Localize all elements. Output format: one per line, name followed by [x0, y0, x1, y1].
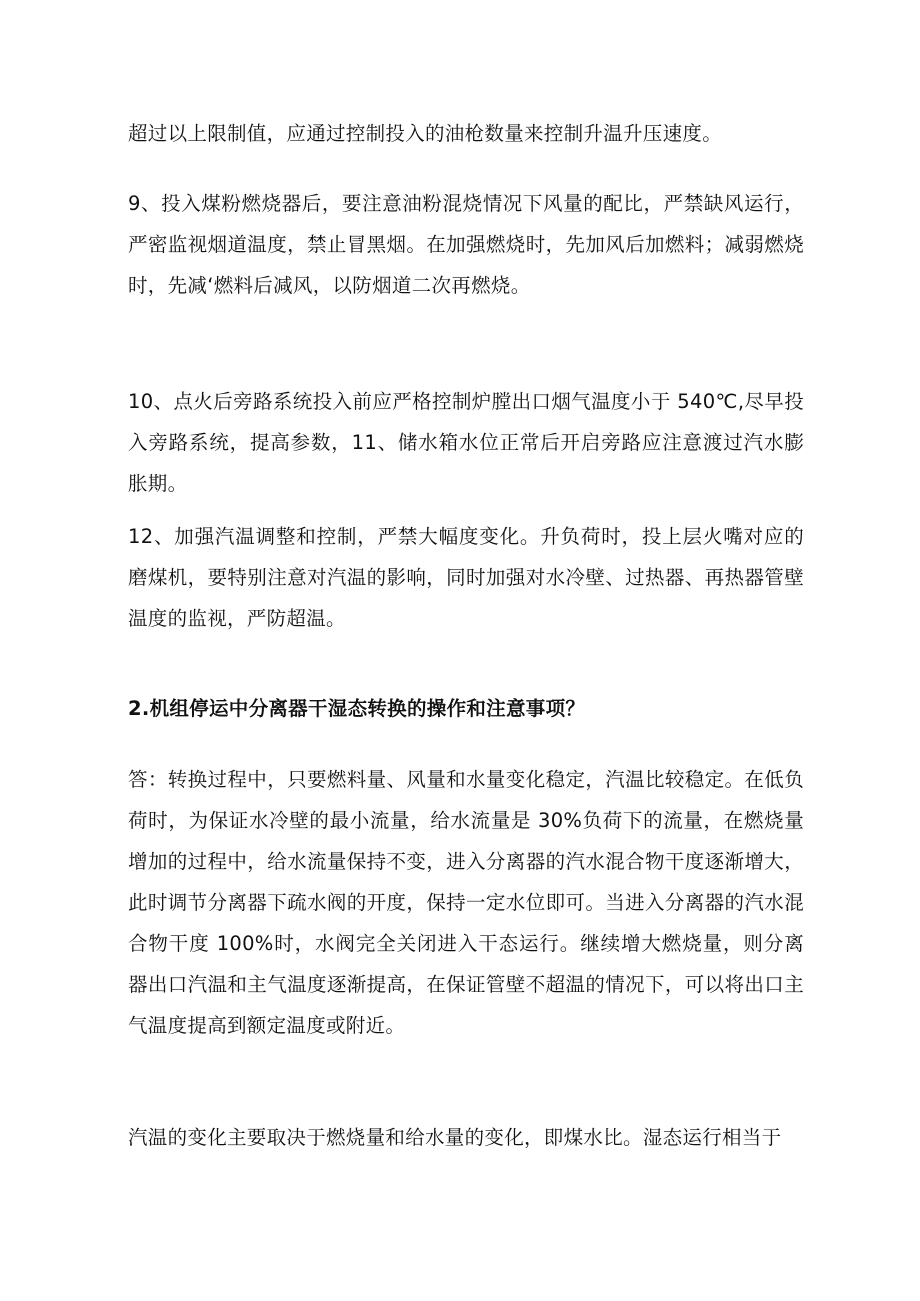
paragraph-steam-temperature: 汽温的变化主要取决于燃烧量和给水量的变化，即煤水比。湿态运行相当于: [128, 1126, 782, 1149]
paragraph-item-9: 9、投入煤粉燃烧器后，要注意油粉混烧情况下风量的配比，严禁缺风运行，严密监视烟道温度，禁止冒黑烟。在加强燃烧时，先加风后加燃料；减弱燃烧时，先减‘燃料后减风，以防烟道二次再燃烧。: [128, 192, 804, 297]
answer-paragraph: 答：转换过程中，只要燃料量、风量和水量变化稳定，汽温比较稳定。在低负荷时，为保证水冷壁的最小流量，给水流量是 30%负荷下的流量，在燃烧量增加的过程中，给水流量保持不变，进入分离器的汽水混合物干度逐渐增大，此时调节分离器下疏水阀的开度，保持一定水位即可。当进入分离器的汽水混合物干度 100%时，水阀完全关闭进入干态运行。继续增大燃烧量，则分离器出口汽温和主气温度逐渐提高，在保证管壁不超温的情况下，可以将出口主气温度提高到额定温度或附近。: [128, 768, 804, 1037]
paragraph-item-12: 12、加强汽温调整和控制，严禁大幅度变化。升负荷时，投上层火嘴对应的磨煤机，要特别注意对汽温的影响，同时加强对水冷壁、过热器、再热器管壁温度的监视，严防超温。: [128, 525, 804, 630]
section-heading: 2.机组停运中分离器干湿态转换的操作和注意事项？: [128, 697, 586, 720]
paragraph-item-10-11: 10、点火后旁路系统投入前应严格控制炉膛出口烟气温度小于 540℃,尽早投入旁路系统，提高参数，11、储水箱水位正常后开启旁路应注意渡过汽水膨胀期。: [128, 390, 804, 495]
paragraph-temperature-limit: 超过以上限制值，应通过控制投入的油枪数量来控制升温升压速度。: [128, 122, 723, 145]
